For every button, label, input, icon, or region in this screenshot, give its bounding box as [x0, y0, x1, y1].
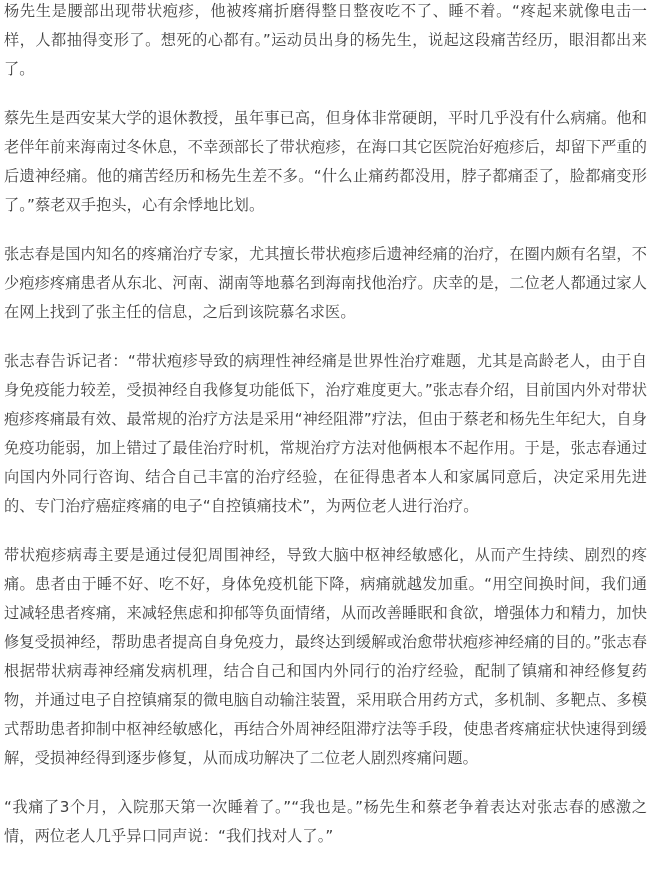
paragraph-patient-thanks: “我痛了3个月，入院那天第一次睡着了。”“我也是。”杨先生和蔡老争着表达对张志春的感激之情，两位老人几乎异口同声说：“我们找对人了。”: [4, 798, 647, 845]
paragraph-zhang-quote: 张志春告诉记者：“带状疱疹导致的病理性神经痛是世界性治疗难题，尤其是高龄老人，由于自身免疫能力较差，受损神经自我修复功能低下，治疗难度更大。”张志春介绍，目前国内外对带状疱疹疼痛最有效、最常规的治疗方法是采用“神经阻滞”疗法，但由于蔡老和杨先生年纪大，自身免疫功能弱，加上错过了最佳治疗时机，常规治疗方法对他俩根本不起作用。于是，张志春通过向国内外同行咨询、结合自己丰富的治疗经验，在征得患者本人和家属同意后，决定采用先进的、专门治疗癌症疼痛的电子“自控镇痛技术”，为两位老人进行治疗。: [4, 352, 647, 515]
paragraph-treatment-mechanism: 带状疱疹病毒主要是通过侵犯周围神经，导致大脑中枢神经敏感化，从而产生持续、剧烈的疼痛。患者由于睡不好、吃不好，身体免疫机能下降，病痛就越发加重。“用空间换时间，我们通过减轻患者疼痛，来减轻焦虑和抑郁等负面情绪，从而改善睡眠和食欲，增强体力和精力，加快修复受损神经，帮助患者提高自身免疫力，最终达到缓解或治愈带状疱疹神经痛的目的。”张志春根据带状病毒神经痛发病机理，结合自己和国内外同行的治疗经验，配制了镇痛和神经修复药物，并通过电子自控镇痛泵的微电脑自动输注装置，采用联合用药方式，多机制、多靶点、多模式帮助患者抑制中枢神经敏感化，再结合外周神经阻滞疗法等手段，使患者疼痛症状快速得到缓解，受损神经得到逐步修复，从而成功解决了二位老人剧烈疼痛问题。: [4, 546, 647, 767]
paragraph-cai-case: 蔡先生是西安某大学的退休教授，虽年事已高，但身体非常硬朗，平时几乎没有什么病痛。他和老伴年前来海南过冬休息，不幸颈部长了带状疱疹，在海口其它医院治好疱疹后，却留下严重的后遗神经痛。他的痛苦经历和杨先生差不多。“什么止痛药都没用，脖子都痛歪了，脸都痛变形了。”蔡老双手抱头，心有余悸地比划。: [4, 109, 647, 214]
paragraph-yang-case: 杨先生是腰部出现带状疱疹，他被疼痛折磨得整日整夜吃不了、睡不着。“疼起来就像电击一样，人都抽得变形了。想死的心都有。”运动员出身的杨先生，说起这段痛苦经历，眼泪都出来了。: [4, 2, 647, 78]
paragraph-zhang-intro: 张志春是国内知名的疼痛治疗专家，尤其擅长带状疱疹后遗神经痛的治疗，在圈内颇有名望，不少疱疹疼痛患者从东北、河南、湖南等地慕名到海南找他治疗。庆幸的是，二位老人都通过家人在网上找到了张主任的信息，之后到该院慕名求医。: [4, 245, 647, 321]
